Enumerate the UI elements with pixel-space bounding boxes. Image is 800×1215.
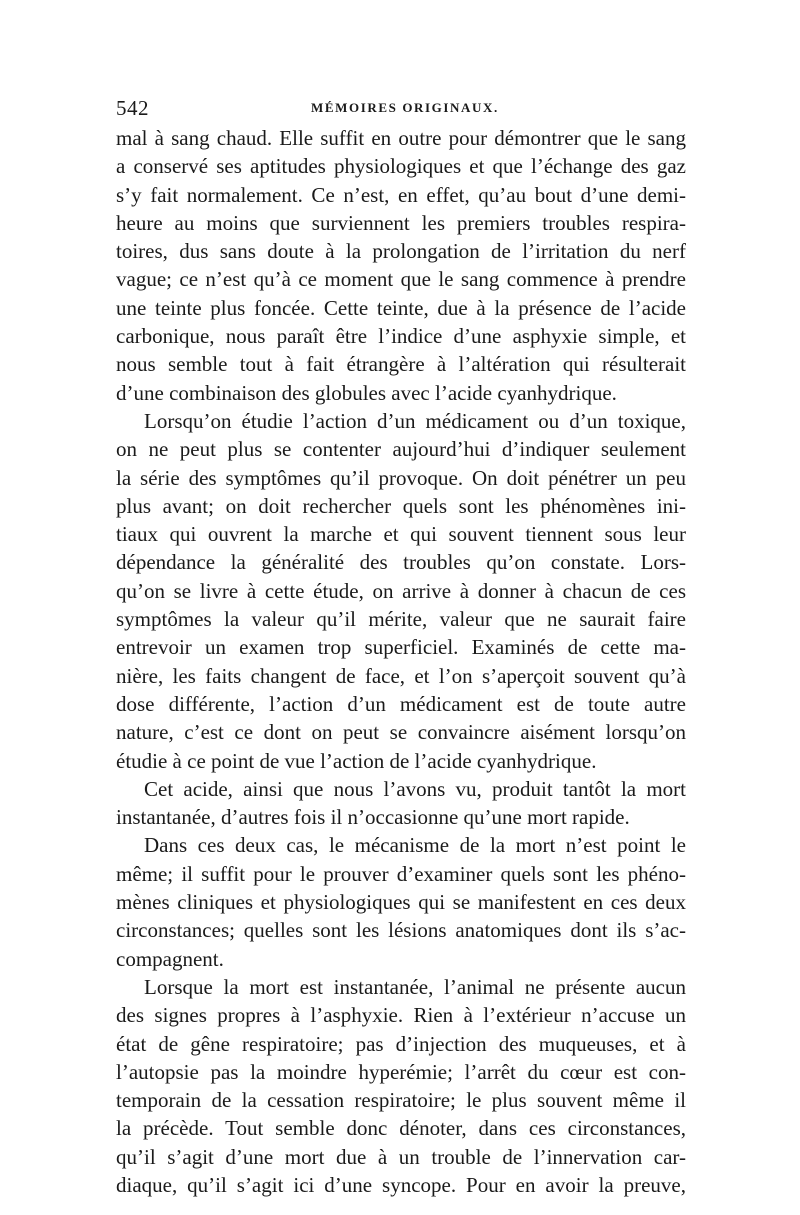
- body-text: [116, 124, 686, 1199]
- text-line: plus avant; on doit rechercher quels sont les phénomènes ini-: [116, 493, 686, 518]
- text-line: qu’on se livre à cette étude, on arrive à donner à chacun de ces: [116, 578, 686, 603]
- text-line: temporain de la cessation respiratoire; le plus souvent même il: [116, 1088, 686, 1113]
- text-line: nière, les faits changent de face, et l’on s’aperçoit souvent qu’à: [116, 663, 686, 688]
- running-head: [116, 96, 686, 122]
- text-line: instantanée, d’autres fois il n’occasionne qu’une mort rapide.: [116, 805, 630, 830]
- text-line: Lorsqu’on étudie l’action d’un médicament ou d’un toxique,: [144, 408, 686, 433]
- text-line: tiaux qui ouvrent la marche et qui souvent tiennent sous leur: [116, 522, 686, 547]
- text-line: carbonique, nous paraît être l’indice d’une asphyxie simple, et: [116, 324, 686, 349]
- text-line: Lorsque la mort est instantanée, l’animal ne présente aucun: [144, 974, 686, 999]
- text-line: la précède. Tout semble donc dénoter, dans ces circonstances,: [116, 1116, 686, 1141]
- text-line: vague; ce n’est qu’à ce moment que le sang commence à prendre: [116, 267, 686, 292]
- text-line: même; il suffit pour le prouver d’examiner quels sont les phéno-: [116, 861, 686, 886]
- text-line: on ne peut plus se contenter aujourd’hui d’indiquer seulement: [116, 437, 686, 462]
- text-line: entrevoir un examen trop superficiel. Examinés de cette ma-: [116, 635, 686, 660]
- text-line: état de gêne respiratoire; pas d’injection des muqueuses, et à: [116, 1031, 686, 1056]
- text-line: la série des symptômes qu’il provoque. On doit pénétrer un peu: [116, 465, 686, 490]
- text-line: mènes cliniques et physiologiques qui se manifestent en ces deux: [116, 890, 686, 915]
- text-line: Cet acide, ainsi que nous l’avons vu, produit tantôt la mort: [144, 776, 686, 801]
- text-line: mal à sang chaud. Elle suffit en outre pour démontrer que le sang: [116, 126, 686, 150]
- text-line: une teinte plus foncée. Cette teinte, due à la présence de l’acide: [116, 295, 686, 320]
- text-line: nature, c’est ce dont on peut se convaincre aisément lorsqu’on: [116, 720, 686, 745]
- text-line: dépendance la généralité des troubles qu’on constate. Lors-: [116, 550, 686, 575]
- text-line: diaque, qu’il s’agit ici d’une syncope. Pour en avoir la preuve,: [116, 1172, 686, 1197]
- text-line: toires, dus sans doute à la prolongation de l’irritation du nerf: [116, 239, 686, 264]
- text-line: dose différente, l’action d’un médicament est de toute autre: [116, 691, 686, 716]
- text-line: circonstances; quelles sont les lésions anatomiques dont ils s’ac-: [116, 918, 686, 943]
- page-number: 542: [116, 96, 149, 120]
- text-line: nous semble tout à fait étrangère à l’altération qui résulterait: [116, 352, 686, 377]
- text-line: étudie à ce point de vue l’action de l’acide cyanhydrique.: [116, 748, 597, 773]
- text-line: a conservé ses aptitudes physiologiques et que l’échange des gaz: [116, 154, 686, 179]
- text-line: d’une combinaison des globules avec l’acide cyanhydrique.: [116, 380, 617, 405]
- text-line: heure au moins que surviennent les premiers troubles respira-: [116, 210, 686, 235]
- text-line: des signes propres à l’asphyxie. Rien à l’extérieur n’accuse un: [116, 1003, 686, 1028]
- text-line: symptômes la valeur qu’il mérite, valeur que ne saurait faire: [116, 607, 686, 632]
- text-line: Dans ces deux cas, le mécanisme de la mort n’est point le: [144, 833, 686, 858]
- text-line: s’y fait normalement. Ce n’est, en effet, qu’au bout d’une demi-: [116, 182, 686, 207]
- running-head-title: MÉMOIRES ORIGINAUX.: [311, 100, 499, 115]
- text-line: l’autopsie pas la moindre hyperémie; l’arrêt du cœur est con-: [116, 1059, 686, 1084]
- text-line: qu’il s’agit d’une mort due à un trouble de l’innervation car-: [116, 1144, 686, 1169]
- text-line: compagnent.: [116, 946, 224, 971]
